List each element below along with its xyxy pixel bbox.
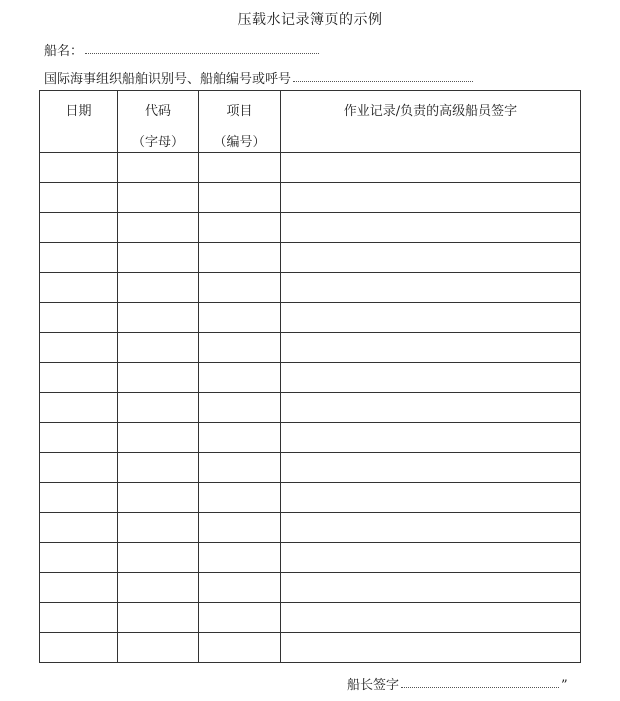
date-cell[interactable]: [40, 453, 118, 483]
table-row: [40, 183, 581, 213]
record-cell[interactable]: [281, 333, 581, 363]
header-code: [118, 91, 199, 153]
date-cell[interactable]: [40, 603, 118, 633]
item-cell[interactable]: [199, 483, 281, 513]
record-cell[interactable]: [281, 573, 581, 603]
item-cell[interactable]: [199, 603, 281, 633]
date-cell[interactable]: [40, 423, 118, 453]
item-cell[interactable]: [199, 423, 281, 453]
record-cell[interactable]: [281, 393, 581, 423]
date-cell[interactable]: [40, 573, 118, 603]
date-cell[interactable]: [40, 393, 118, 423]
header-record-label: 作业记录/负责的高级船员签字: [343, 104, 518, 119]
code-cell[interactable]: [118, 453, 199, 483]
code-cell[interactable]: [118, 303, 199, 333]
table-row: [40, 483, 581, 513]
ship-name-field[interactable]: [44, 40, 319, 59]
code-cell[interactable]: [118, 423, 199, 453]
date-cell[interactable]: [40, 213, 118, 243]
record-cell[interactable]: [281, 303, 581, 333]
ship-name-dotted-line[interactable]: [85, 52, 319, 54]
item-cell[interactable]: [199, 303, 281, 333]
item-cell[interactable]: [199, 363, 281, 393]
record-cell[interactable]: [281, 513, 581, 543]
header-item-sublabel: （编号）: [213, 135, 266, 150]
table-row: [40, 303, 581, 333]
record-cell[interactable]: [281, 483, 581, 513]
table-row: [40, 393, 581, 423]
master-signature-field[interactable]: [347, 674, 568, 693]
date-cell[interactable]: [40, 183, 118, 213]
code-cell[interactable]: [118, 573, 199, 603]
item-cell[interactable]: [199, 243, 281, 273]
header-code-label: 代码: [144, 104, 171, 119]
item-cell[interactable]: [199, 273, 281, 303]
code-cell[interactable]: [118, 603, 199, 633]
table-row: [40, 273, 581, 303]
date-cell[interactable]: [40, 363, 118, 393]
date-cell[interactable]: [40, 633, 118, 663]
item-cell[interactable]: [199, 153, 281, 183]
table-row: [40, 633, 581, 663]
table-row: [40, 603, 581, 633]
imo-number-field[interactable]: [44, 68, 473, 87]
header-record: [281, 91, 581, 153]
item-cell[interactable]: [199, 573, 281, 603]
item-cell[interactable]: [199, 183, 281, 213]
item-cell[interactable]: [199, 213, 281, 243]
item-cell[interactable]: [199, 453, 281, 483]
date-cell[interactable]: [40, 513, 118, 543]
table-row: [40, 243, 581, 273]
table-row: [40, 543, 581, 573]
code-cell[interactable]: [118, 243, 199, 273]
table-row: [40, 513, 581, 543]
item-cell[interactable]: [199, 393, 281, 423]
code-cell[interactable]: [118, 483, 199, 513]
item-cell[interactable]: [199, 543, 281, 573]
table-row: [40, 423, 581, 453]
record-cell[interactable]: [281, 633, 581, 663]
ballast-water-record-table: [39, 90, 581, 663]
record-cell[interactable]: [281, 183, 581, 213]
code-cell[interactable]: [118, 333, 199, 363]
table-row: [40, 453, 581, 483]
date-cell[interactable]: [40, 273, 118, 303]
header-date-label: 日期: [65, 104, 92, 119]
header-date: [40, 91, 118, 153]
code-cell[interactable]: [118, 363, 199, 393]
record-cell[interactable]: [281, 363, 581, 393]
date-cell[interactable]: [40, 153, 118, 183]
item-cell[interactable]: [199, 513, 281, 543]
closing-quote: ”: [561, 678, 568, 693]
table-row: [40, 333, 581, 363]
code-cell[interactable]: [118, 183, 199, 213]
record-cell[interactable]: [281, 273, 581, 303]
code-cell[interactable]: [118, 633, 199, 663]
record-cell[interactable]: [281, 453, 581, 483]
page-title: 压载水记录簿页的示例: [237, 12, 383, 28]
table-row: [40, 153, 581, 183]
master-signature-label: 船长签字: [347, 678, 400, 693]
table-row: [40, 573, 581, 603]
ship-name-label: 船名：: [44, 44, 84, 59]
date-cell[interactable]: [40, 303, 118, 333]
date-cell[interactable]: [40, 483, 118, 513]
record-cell[interactable]: [281, 423, 581, 453]
record-cell[interactable]: [281, 213, 581, 243]
header-code-sublabel: （字母）: [131, 135, 184, 150]
item-cell[interactable]: [199, 633, 281, 663]
code-cell[interactable]: [118, 153, 199, 183]
imo-number-dotted-line[interactable]: [293, 80, 473, 82]
master-signature-dotted-line[interactable]: [401, 686, 559, 688]
record-cell[interactable]: [281, 543, 581, 573]
code-cell[interactable]: [118, 513, 199, 543]
date-cell[interactable]: [40, 243, 118, 273]
code-cell[interactable]: [118, 543, 199, 573]
record-cell[interactable]: [281, 243, 581, 273]
table-row: [40, 363, 581, 393]
date-cell[interactable]: [40, 543, 118, 573]
header-item-label: 项目: [226, 104, 253, 119]
code-cell[interactable]: [118, 213, 199, 243]
table-header-row: [40, 91, 581, 153]
record-cell[interactable]: [281, 603, 581, 633]
code-cell[interactable]: [118, 393, 199, 423]
code-cell[interactable]: [118, 273, 199, 303]
date-cell[interactable]: [40, 333, 118, 363]
record-cell[interactable]: [281, 153, 581, 183]
item-cell[interactable]: [199, 333, 281, 363]
table-row: [40, 213, 581, 243]
imo-number-label: 国际海事组织船舶识别号、船舶编号或呼号: [44, 72, 292, 87]
header-item: [199, 91, 281, 153]
